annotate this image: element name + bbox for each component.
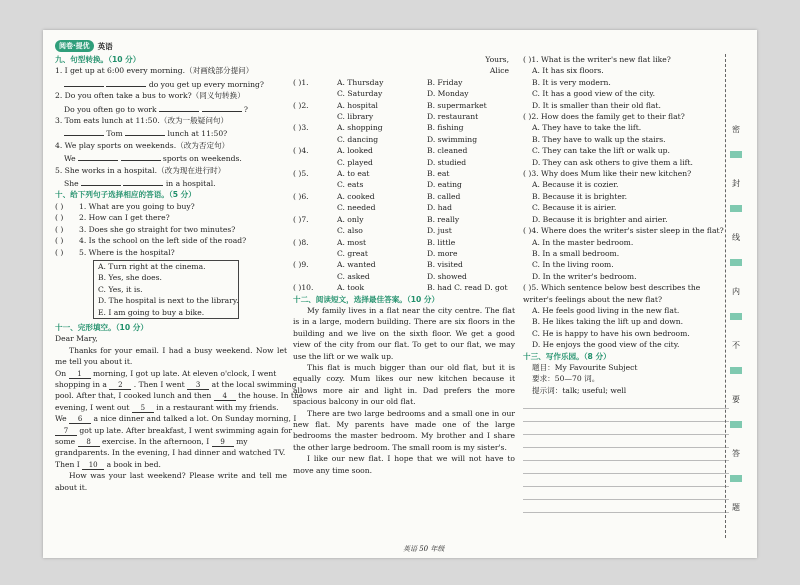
cloze-text-part: a nice dinner and talked a lot. On Sunday morning, I: [93, 414, 297, 424]
answer-options-box: [93, 260, 239, 319]
question-text: 4. We play sports on weekends.（改为否定句）: [55, 140, 230, 150]
seal-char: 题: [732, 503, 740, 512]
seal-char: 封: [732, 179, 740, 188]
reading-question[interactable]: ( )5. Which sentence below best describes the writer's feelings about the new flat?: [523, 283, 701, 304]
writing-line[interactable]: [523, 501, 729, 513]
reading-option: B. In a small bedroom.: [532, 248, 620, 258]
option-b: B. called: [427, 191, 461, 201]
cloze-options: [293, 77, 515, 294]
question-text: 3. Tom eats lunch at 11:50.（改为一般疑问句）: [55, 116, 229, 126]
option-d: D. Monday: [427, 89, 469, 99]
option-b: B. fishing: [427, 123, 464, 133]
reading-option: B. He likes taking the lift up and down.: [532, 317, 684, 327]
option-a: A. shopping: [337, 123, 383, 133]
cloze-option-row: [293, 134, 515, 145]
answer-suffix: ?: [241, 104, 248, 114]
option-d: D. just: [427, 226, 452, 236]
writing-line[interactable]: [523, 462, 729, 474]
cloze-text-part: . Then I went: [133, 379, 188, 389]
answer-blank[interactable]: 3: [187, 380, 209, 390]
reading-option: A. In the master bedroom.: [532, 237, 634, 247]
match-question-text: 1. What are you going to buy?: [79, 201, 195, 211]
match-question: [55, 247, 287, 258]
writing-line[interactable]: [523, 488, 729, 500]
reading-option: C. He is happy to have his own bedroom.: [532, 328, 690, 338]
writing-line[interactable]: [523, 436, 729, 448]
answer-blank[interactable]: [125, 126, 165, 136]
column-right: [523, 54, 729, 513]
passage-paragraph: I like our new flat. I hope that we will not have to move any time soon.: [293, 454, 515, 475]
brand-logo: 阅卷·提优: [55, 40, 94, 52]
reading-question[interactable]: ( )1. What is the writer's new flat like?: [523, 55, 671, 64]
cloze-option-row: [293, 145, 515, 156]
seal-line-margin: [725, 54, 747, 538]
writing-line[interactable]: [523, 397, 729, 409]
writing-line[interactable]: [523, 475, 729, 487]
cloze-text-part: pool. After that, I cooked lunch and then: [55, 391, 214, 401]
writing-line[interactable]: [523, 410, 729, 422]
reading-option: C. They can take the lift or walk up.: [532, 146, 670, 156]
cloze-text-part: On: [55, 368, 69, 378]
writing-topic: 题目：My Favourite Subject: [532, 362, 638, 372]
cloze-option-row: [293, 111, 515, 122]
exam-sheet: [43, 30, 757, 558]
option-d: D. swimming: [427, 134, 478, 144]
section10-list: [55, 201, 287, 258]
section12-title: 十二、阅读短文，选择最佳答案。（10 分）: [293, 294, 440, 304]
cloze-text-part: my: [236, 437, 248, 446]
option-bracket[interactable]: ( )6.: [293, 191, 309, 201]
option-spacer: [293, 157, 337, 168]
answer-blank[interactable]: [64, 126, 104, 136]
cloze-option-row: [293, 237, 515, 248]
cloze-line: [55, 459, 287, 470]
match-question-text: 5. Where is the hospital?: [79, 247, 175, 257]
option-bracket[interactable]: ( )3.: [293, 123, 309, 133]
cloze-option-row: [293, 191, 515, 202]
option-d: D. eating: [427, 180, 462, 190]
option-b: B. visited: [427, 260, 463, 270]
option-d: D. restaurant: [427, 112, 479, 122]
seal-marker: [730, 367, 742, 374]
option-spacer: [293, 134, 337, 145]
option-spacer: [293, 271, 337, 282]
option-b: B. cleaned: [427, 146, 468, 156]
option-b: B. little: [427, 237, 456, 247]
option-bracket[interactable]: ( )5.: [293, 169, 309, 179]
option-c: C. needed: [337, 203, 376, 213]
match-option: D. The hospital is next to the library.: [98, 296, 239, 306]
option-c: C. library: [337, 112, 374, 122]
option-c: C. asked: [337, 271, 370, 281]
answer-blank[interactable]: [202, 102, 242, 112]
reading-question[interactable]: ( )4. Where does the writer's sister sleep in the flat?: [523, 226, 724, 236]
cloze-text-part: We: [55, 414, 70, 424]
reading-option: B. It is very modern.: [532, 77, 611, 87]
answer-blank[interactable]: 2: [109, 380, 131, 390]
answer-bracket[interactable]: ( ): [55, 213, 64, 223]
reading-option: B. Because it is brighter.: [532, 191, 628, 201]
cloze-line: [55, 368, 287, 379]
answer-blank[interactable]: [123, 176, 163, 186]
match-question: [55, 235, 287, 246]
seal-marker: [730, 259, 742, 266]
seal-marker: [730, 205, 742, 212]
reading-option: C. It has a good view of the city.: [532, 89, 655, 99]
cloze-option-row: [293, 157, 515, 168]
seal-char: 不: [732, 341, 740, 350]
column-middle: [293, 54, 515, 476]
option-a: A. cooked: [337, 191, 375, 201]
passage-paragraph: My family lives in a flat near the city centre. The flat is in a large, modern building. There are six floors in the building and we live on the sixth floor. We get a good view of the city from our flat. To get to our flat, we may use the lift or we walk up.: [293, 305, 515, 361]
question-text: 1. I get up at 6:00 every morning.（对画线部分提问）: [55, 66, 254, 76]
subject-label: 英语: [97, 41, 113, 51]
option-c: C. great: [337, 248, 368, 258]
reading-question[interactable]: ( )2. How does the family get to their flat?: [523, 112, 685, 122]
cloze-text-part: evening, I went out: [55, 402, 132, 412]
writing-line[interactable]: [523, 423, 729, 435]
match-question: [55, 212, 287, 223]
answer-blank[interactable]: [78, 151, 118, 161]
cloze-option-row: [293, 248, 515, 259]
reading-option: B. They have to walk up the stairs.: [532, 134, 666, 144]
reading-option: C. Because it is airier.: [532, 203, 617, 213]
answer-line: [55, 176, 287, 189]
answer-blank[interactable]: 4: [214, 391, 236, 401]
cloze-line: [55, 436, 287, 447]
seal-marker: [730, 151, 742, 158]
option-b: B. eat: [427, 169, 450, 179]
cloze-option-row: [293, 122, 515, 133]
option-bracket[interactable]: ( )2.: [293, 100, 309, 110]
seal-marker: [730, 421, 742, 428]
question-text: 5. She works in a hospital.（改为现在进行时）: [55, 165, 226, 175]
section10-title: 十、给下列句子选择相应的答语。（5 分）: [55, 190, 196, 200]
letter-sign-name: Alice: [489, 66, 509, 76]
seal-char: 要: [732, 395, 740, 404]
answer-blank[interactable]: 5: [132, 403, 154, 413]
reading-option: A. He feels good living in the new flat.: [532, 305, 680, 315]
option-spacer: [293, 225, 337, 236]
match-option: A. Turn right at the cinema.: [98, 261, 206, 271]
match-option: C. Yes, it is.: [98, 284, 143, 294]
answer-blank[interactable]: [159, 102, 199, 112]
seal-char: 答: [732, 449, 740, 458]
option-spacer: [293, 179, 337, 190]
option-b: B. Friday: [427, 77, 463, 87]
option-a: A. most: [337, 237, 367, 247]
cloze-text-part: shopping in a: [55, 379, 110, 389]
option-a: A. wanted: [337, 260, 376, 270]
option-bracket[interactable]: ( )7.: [293, 214, 309, 224]
cloze-text-part: exercise. In the afternoon, I: [102, 437, 212, 446]
cloze-line: [55, 413, 297, 424]
answer-blank[interactable]: 6: [69, 414, 91, 424]
reading-question[interactable]: ( )3. Why does Mum like their new kitchen?: [523, 169, 692, 179]
section9-title: 九、句型转换。（10 分）: [55, 55, 141, 64]
letter-greeting: Dear Mary,: [55, 334, 98, 344]
cloze-option-row: [293, 77, 515, 88]
option-a: A. hospital: [337, 100, 378, 110]
option-d: D. studied: [427, 157, 467, 167]
reading-option: A. Because it is cozier.: [532, 180, 619, 190]
option-d: D. had: [427, 203, 452, 213]
reading-option: C. In the living room.: [532, 260, 614, 270]
reading-option: A. They have to take the lift.: [532, 123, 642, 133]
option-d: D. showed: [427, 271, 467, 281]
answer-prefix: Do you often go to work: [64, 104, 160, 114]
cloze-option-row: [293, 168, 515, 179]
cloze-option-row: [293, 88, 515, 99]
option-c: C. dancing: [337, 134, 379, 144]
letter-paragraph: Thanks for your email. I had a busy weekend. Now let me tell you about it.: [55, 345, 287, 367]
match-option: E. I am going to buy a bike.: [98, 307, 205, 317]
section9-list: [55, 65, 287, 189]
writing-hint: 提示词：talk; useful; well: [532, 385, 627, 395]
option-b: B. really: [427, 214, 460, 224]
answer-line: [55, 102, 287, 115]
option-c: C. Saturday: [337, 89, 383, 99]
answer-blank[interactable]: [64, 77, 104, 87]
option-b: B. supermarket: [427, 100, 487, 110]
reading-option: D. It is smaller than their old flat.: [532, 100, 661, 110]
letter-sign-yours: Yours,: [485, 55, 509, 64]
answer-suffix: sports on weekends.: [160, 154, 242, 164]
answer-suffix: lunch at 11:50?: [165, 129, 228, 139]
cloze-line: [55, 447, 287, 458]
section13-title: 十三、写作乐园。（8 分）: [523, 351, 611, 361]
cloze-option-row: [293, 202, 515, 213]
cloze-option-row: [293, 100, 515, 111]
option-spacer: [293, 88, 337, 99]
cloze-option-row: [293, 282, 515, 293]
answer-line: [55, 126, 287, 139]
option-bracket[interactable]: ( )10.: [293, 283, 314, 293]
match-question-text: 4. Is the school on the left side of the road?: [79, 236, 247, 246]
answer-prefix: She: [64, 179, 82, 189]
option-a: A. took: [337, 283, 365, 293]
cloze-option-row: [293, 225, 515, 236]
cloze-option-row: [293, 271, 515, 282]
option-spacer: [293, 202, 337, 213]
option-c: C. also: [337, 226, 363, 236]
cloze-line: [55, 402, 287, 413]
seal-char: 内: [732, 287, 740, 296]
answer-line: [55, 77, 287, 90]
option-c: C. played: [337, 157, 373, 167]
seal-char: 密: [732, 125, 740, 134]
cloze-line: [55, 390, 304, 401]
answer-bracket[interactable]: ( ): [55, 224, 64, 234]
option-a: A. to eat: [337, 169, 370, 179]
seal-char: 线: [732, 233, 740, 242]
seal-marker: [730, 313, 742, 320]
cloze-option-row: [293, 214, 515, 225]
answer-mid: Tom: [106, 129, 126, 139]
reading-option: D. He enjoys the good view of the city.: [532, 340, 680, 350]
cloze-text-part: got up late. After breakfast, I went swimming again for: [79, 425, 293, 435]
option-c: C. eats: [337, 180, 364, 190]
answer-blank[interactable]: 7: [55, 426, 77, 436]
answer-blank[interactable]: [81, 176, 121, 186]
option-a: A. only: [337, 214, 364, 224]
option-a: A. looked: [337, 146, 373, 156]
reading-option: D. They can ask others to give them a lift.: [532, 157, 693, 167]
cloze-text-part: at the local swimming: [211, 379, 297, 389]
option-bracket[interactable]: ( )4.: [293, 146, 309, 156]
option-bracket[interactable]: ( )9.: [293, 260, 309, 270]
cloze-line: [55, 425, 293, 436]
answer-suffix: do you get up every morning?: [146, 79, 264, 89]
question-text: 2. Do you often take a bus to work?（同义句转换）: [55, 91, 245, 101]
passage-paragraph: There are two large bedrooms and a small one in our new flat. My parents have made one of the large bedrooms the master bedroom. My brother and I share the other large bedroom. The small room is my sister's.: [293, 408, 515, 452]
reading-option: D. In the writer's bedroom.: [532, 271, 637, 281]
answer-bracket[interactable]: ( ): [55, 247, 64, 257]
match-question: [55, 224, 287, 235]
cloze-text-part: the house. In the: [238, 391, 304, 401]
answer-blank[interactable]: 8: [78, 437, 100, 447]
option-bracket[interactable]: ( )1.: [293, 77, 309, 87]
option-spacer: [293, 248, 337, 259]
cloze-line: [55, 379, 297, 390]
cloze-option-row: [293, 179, 515, 190]
seal-marker: [730, 475, 742, 482]
answer-blank[interactable]: [106, 77, 146, 87]
match-question-text: 3. Does she go straight for two minutes?: [79, 224, 236, 234]
answer-bracket[interactable]: ( ): [55, 201, 64, 211]
page-footer: 英语 50 年级: [403, 545, 445, 553]
writing-area[interactable]: [523, 397, 729, 513]
answer-blank[interactable]: 10: [82, 460, 104, 470]
section11-title: 十一、完形填空。（10 分）: [55, 322, 148, 332]
answer-blank[interactable]: [121, 151, 161, 161]
column-left: [55, 54, 304, 493]
cloze-text-part: some: [55, 437, 78, 446]
answer-prefix: We: [64, 154, 79, 164]
reading-option: A. It has six floors.: [532, 66, 604, 76]
letter-closing: How was your last weekend? Please write and tell me about it.: [55, 471, 287, 492]
answer-suffix: in a hospital.: [163, 179, 216, 189]
match-option: B. Yes, she does.: [98, 273, 162, 283]
cloze-option-row: [293, 259, 515, 270]
answer-blank[interactable]: 9: [212, 437, 234, 447]
cloze-text-part: Then I: [55, 459, 83, 469]
option-a: A. Thursday: [337, 77, 384, 87]
option-b: B. had C. read D. got: [427, 283, 508, 293]
reading-option: D. Because it is brighter and airier.: [532, 214, 668, 224]
page-header: [55, 40, 113, 52]
answer-line: [55, 151, 287, 164]
cloze-text: [55, 368, 304, 471]
reading-questions: [523, 54, 729, 351]
option-d: D. more: [427, 248, 458, 258]
match-question: [55, 201, 287, 212]
reading-passage: [293, 305, 515, 476]
writing-line[interactable]: [523, 449, 729, 461]
cloze-text-part: morning, I got up late. At eleven o'clock, I went: [92, 368, 277, 378]
cloze-text-part: in a restaurant with my friends.: [156, 402, 279, 412]
writing-requirement: 要求：50—70 词。: [532, 374, 600, 384]
answer-blank[interactable]: 1: [69, 369, 91, 379]
match-question-text: 2. How can I get there?: [79, 213, 170, 223]
cloze-text-part: grandparents. In the evening, I had dinner and watched TV.: [55, 448, 286, 458]
answer-bracket[interactable]: ( ): [55, 236, 64, 246]
option-bracket[interactable]: ( )8.: [293, 237, 309, 247]
passage-paragraph: This flat is much bigger than our old flat, but it is equally cozy. Mum likes our new kitchen because it allows more air and light in. Dad prefers the more spacious balcony in our old flat.: [293, 362, 515, 407]
cloze-text-part: a book in bed.: [106, 459, 161, 469]
option-spacer: [293, 111, 337, 122]
